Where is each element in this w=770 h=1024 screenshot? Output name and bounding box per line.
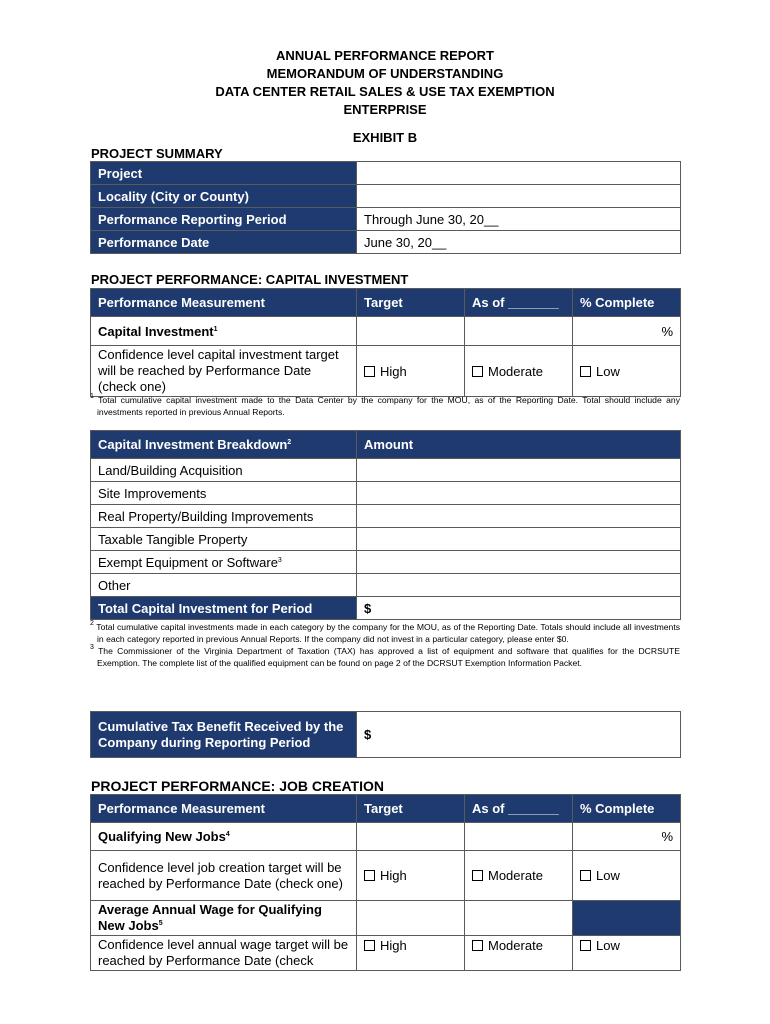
title-line-4: ENTERPRISE [343,102,427,117]
footnote-ref-4: 4 [225,831,230,838]
capital-low-checkbox[interactable]: Low [573,346,681,397]
wage-low-checkbox[interactable]: Low [573,936,681,971]
jobs-high-checkbox[interactable]: High [357,851,465,901]
footnote-3: $^3$ The Commissioner of the Virginia Department of Taxation (TAX) has approved a list of equipment and software that qualifies for the DCRSUTE Exemption. The complete list of the qualified equipment can be found on page 2 of the DCRSUT Exemption Information Packet. [90,644,680,668]
col-breakdown: Capital Investment Breakdown$^2$ [91,431,357,459]
capital-investment-table [90,288,681,397]
capital-breakdown-table [90,430,681,620]
capital-percent-field[interactable]: % [573,317,681,346]
wage-confidence-label: Confidence level annual wage target will be reached by Performance Date (check [91,936,357,971]
breakdown-label: Other [91,574,357,597]
checkbox-icon [472,366,483,377]
summary-label: Project [91,162,357,185]
jobs-moderate-checkbox[interactable]: Moderate [465,851,573,901]
jobs-target-field[interactable] [357,823,465,851]
footnote-ref-5: 5 [158,920,163,927]
jobs-percent-field[interactable]: % [573,823,681,851]
qualifying-jobs-row [91,823,681,851]
checkbox-icon [472,940,483,951]
checkbox-icon [472,870,483,881]
total-capital-label: Total Capital Investment for Period [91,597,357,620]
project-summary-table [90,161,681,254]
summary-value-field[interactable] [357,185,681,208]
wage-high-checkbox[interactable]: High [357,936,465,971]
breakdown-row [91,574,681,597]
breakdown-row [91,459,681,482]
col-performance-measurement: Performance Measurement [91,289,357,317]
wage-moderate-checkbox[interactable]: Moderate [465,936,573,971]
qualifying-jobs-label: Qualifying New Jobs$^4$ [91,823,357,851]
checkbox-icon [580,940,591,951]
checkbox-icon [364,366,375,377]
summary-row-performance-date [91,231,681,254]
summary-row-project [91,162,681,185]
summary-row-locality [91,185,681,208]
jobs-low-checkbox[interactable]: Low [573,851,681,901]
wage-as-of-field[interactable] [465,901,573,936]
tax-benefit-label: Cumulative Tax Benefit Received by the Company during Reporting Period [91,712,357,758]
checkbox-icon [364,870,375,881]
footnote-ref-1: 1 [213,325,218,333]
breakdown-label: Taxable Tangible Property [91,528,357,551]
capital-moderate-checkbox[interactable]: Moderate [465,346,573,397]
breakdown-total-row [91,597,681,620]
summary-value-field[interactable] [357,162,681,185]
footnote-ref-3: 3 [277,556,282,564]
checkbox-icon [580,870,591,881]
breakdown-amount-field[interactable] [357,528,681,551]
col-as-of: As of _______ [465,289,573,317]
average-wage-label: Average Annual Wage for Qualifying New Jobs$^5$ [91,901,357,936]
breakdown-label: Real Property/Building Improvements [91,505,357,528]
capital-as-of-field[interactable] [465,317,573,346]
breakdown-amount-field[interactable] [357,482,681,505]
summary-value-field[interactable]: June 30, 20__ [357,231,681,254]
breakdown-label: Exempt Equipment or Software$^3$ [91,551,357,574]
col-percent-complete: % Complete [573,795,681,823]
project-summary-heading: PROJECT SUMMARY [91,146,223,161]
title-line-3: DATA CENTER RETAIL SALES & USE TAX EXEMPTION [215,84,555,99]
jobs-confidence-row [91,851,681,901]
report-title [0,47,770,119]
summary-label: Performance Reporting Period [91,208,357,231]
capital-investment-row [91,317,681,346]
jobs-as-of-field[interactable] [465,823,573,851]
jobs-confidence-label: Confidence level job creation target will be reached by Performance Date (check one) [91,851,357,901]
capital-target-field[interactable] [357,317,465,346]
capital-investment-heading: PROJECT PERFORMANCE: CAPITAL INVESTMENT [91,272,409,287]
wage-target-field[interactable] [357,901,465,936]
summary-label: Performance Date [91,231,357,254]
breakdown-row [91,528,681,551]
total-capital-field[interactable]: $ [357,597,681,620]
tax-benefit-row [91,712,681,758]
col-percent-complete: % Complete [573,289,681,317]
col-performance-measurement: Performance Measurement [91,795,357,823]
summary-value-field[interactable]: Through June 30, 20__ [357,208,681,231]
col-target: Target [357,289,465,317]
job-creation-table [90,794,681,971]
tax-benefit-field[interactable]: $ [357,712,681,758]
exhibit-label: EXHIBIT B [352,130,418,145]
checkbox-icon [364,940,375,951]
capital-high-checkbox[interactable]: High [357,346,465,397]
col-as-of: As of _______ [465,795,573,823]
footnote-ref-2: 2 [287,439,292,446]
footnote-1: $^1$ Total cumulative capital investment made to the Data Center by the company for the MOU, as of the Reporting Date. Total should include any investments reported in previous Annual Reports. [90,393,680,417]
breakdown-row [91,505,681,528]
breakdown-amount-field[interactable] [357,574,681,597]
col-target: Target [357,795,465,823]
summary-label: Locality (City or County) [91,185,357,208]
footnotes-2-3 [90,621,680,669]
breakdown-header-row [91,431,681,459]
title-line-2: MEMORANDUM OF UNDERSTANDING [266,66,504,81]
average-wage-row [91,901,681,936]
tax-benefit-table [90,711,681,758]
breakdown-amount-field[interactable] [357,459,681,482]
title-line-1: ANNUAL PERFORMANCE REPORT [276,48,494,63]
capital-header-row [91,289,681,317]
capital-confidence-label: Confidence level capital investment target will be reached by Performance Date (check one) [91,346,357,397]
jobs-header-row [91,795,681,823]
checkbox-icon [580,366,591,377]
wage-confidence-row [91,936,681,971]
breakdown-row [91,482,681,505]
breakdown-amount-field[interactable] [357,551,681,574]
wage-percent-shaded-cell [573,901,681,936]
job-creation-heading: PROJECT PERFORMANCE: JOB CREATION [91,778,384,794]
breakdown-label: Site Improvements [91,482,357,505]
capital-investment-label: Capital Investment$^1$ [91,317,357,346]
footnote-2: $^2$ Total cumulative capital investments made in each category by the company for the MOU, as of the Reporting Date. Totals should include all investments in each category reported in previous Annual Reports. If the company did not invest in a particular category, please enter $0. [90,620,681,644]
col-amount: Amount [357,431,681,459]
breakdown-label: Land/Building Acquisition [91,459,357,482]
breakdown-row [91,551,681,574]
capital-confidence-row [91,346,681,397]
summary-row-reporting-period [91,208,681,231]
breakdown-amount-field[interactable] [357,505,681,528]
